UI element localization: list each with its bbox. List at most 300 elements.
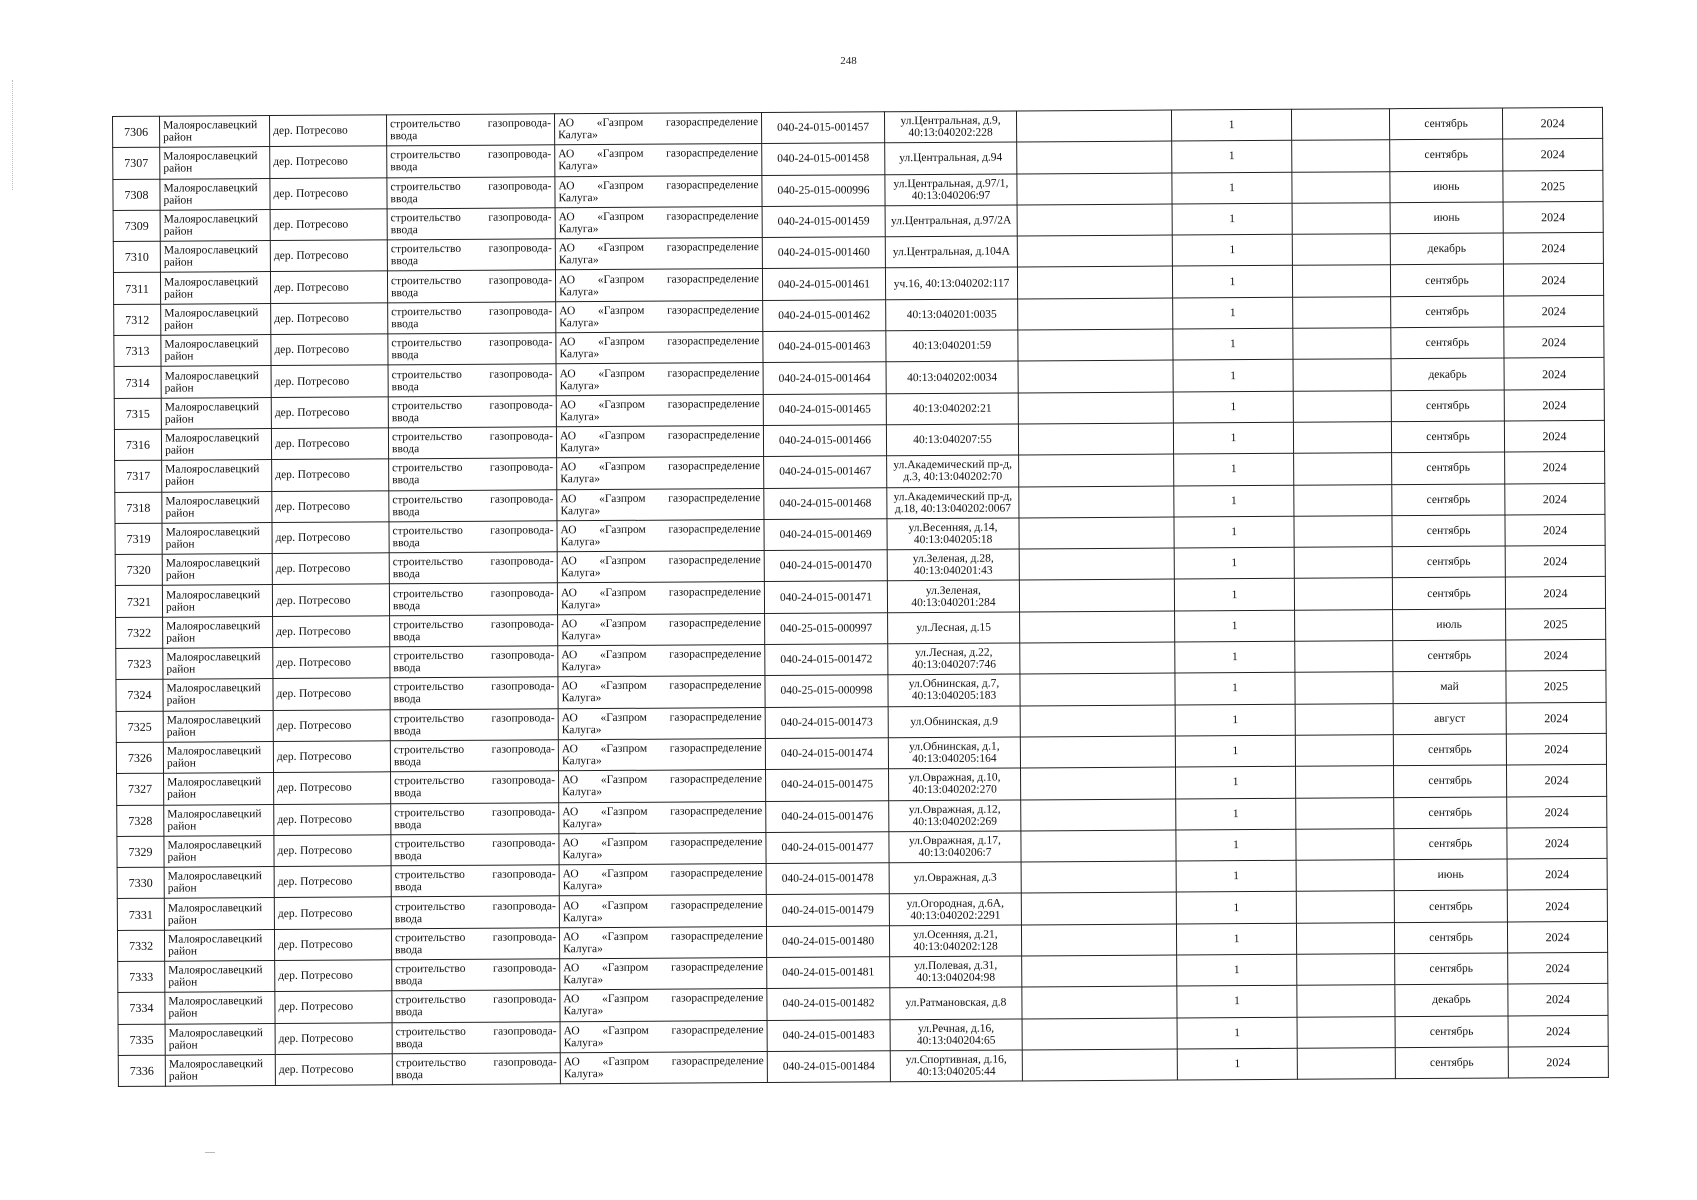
address-cell: ул.Речная, д.16, 40:13:040204:65 (890, 1019, 1022, 1051)
object-code-cell: 040-24-015-001458 (762, 143, 885, 175)
empty-cell (1294, 516, 1392, 548)
empty-cell (1297, 1048, 1395, 1080)
work-type-cell: строительство газопровода-ввода (389, 521, 557, 553)
row-number-cell: 7313 (114, 335, 161, 367)
empty-cell (1021, 767, 1176, 799)
count-cell: 1 (1175, 767, 1295, 799)
object-code-cell: 040-24-015-001470 (764, 550, 887, 582)
settlement-cell: дер. Потресово (270, 115, 387, 147)
work-type-cell: строительство газопровода-ввода (391, 802, 559, 834)
settlement-cell: дер. Потресово (271, 396, 388, 428)
year-cell: 2024 (1505, 514, 1605, 546)
district-cell: Малоярославецкий район (164, 804, 274, 836)
month-cell: сентябрь (1392, 484, 1505, 516)
empty-cell (1020, 736, 1175, 768)
row-number-cell: 7328 (117, 805, 164, 837)
work-type-cell: строительство газопровода-ввода (387, 208, 555, 240)
empty-cell (1022, 955, 1177, 987)
district-cell: Малоярославецкий район (163, 648, 273, 680)
empty-cell (1022, 1049, 1177, 1081)
object-code-cell: 040-24-015-001482 (767, 988, 890, 1020)
month-cell: сентябрь (1393, 765, 1506, 797)
year-cell: 2024 (1507, 890, 1607, 922)
empty-cell (1295, 735, 1393, 767)
address-cell: уч.16, 40:13:040202:117 (885, 267, 1017, 299)
month-cell: сентябрь (1395, 1047, 1508, 1079)
object-code-cell: 040-24-015-001464 (763, 362, 886, 394)
organization-cell: АО «Газпром газораспределение Калуга» (555, 269, 762, 302)
object-code-cell: 040-24-015-001461 (762, 268, 885, 300)
empty-cell (1292, 140, 1390, 172)
district-cell: Малоярославецкий район (163, 741, 273, 773)
organization-cell: АО «Газпром газораспределение Калуга» (557, 488, 764, 521)
month-cell: июнь (1390, 171, 1503, 203)
organization-cell: АО «Газпром газораспределение Калуга» (555, 144, 762, 177)
district-cell: Малоярославецкий район (162, 491, 272, 523)
empty-cell (1294, 578, 1392, 610)
address-cell: ул.Академический пр-д, д.18, 40:13:040202:0067 (887, 487, 1019, 519)
empty-cell (1017, 173, 1172, 205)
empty-cell (1018, 360, 1173, 392)
row-number-cell: 7316 (114, 429, 161, 461)
organization-cell: АО «Газпром газораспределение Калуга» (557, 457, 764, 490)
month-cell: сентябрь (1394, 828, 1507, 860)
work-type-cell: строительство газопровода-ввода (391, 771, 559, 803)
organization-cell: АО «Газпром газораспределение Калуга» (557, 582, 764, 615)
district-cell: Малоярославецкий район (161, 397, 271, 429)
settlement-cell: дер. Потресово (271, 334, 388, 366)
empty-cell (1020, 642, 1175, 674)
work-type-cell: строительство газопровода-ввода (387, 270, 555, 302)
empty-cell (1019, 486, 1174, 518)
empty-cell (1292, 171, 1390, 203)
settlement-cell: дер. Потресово (272, 553, 389, 585)
work-type-cell: строительство газопровода-ввода (391, 865, 559, 897)
empty-cell (1297, 954, 1395, 986)
address-cell: 40:13:040202:0034 (886, 361, 1018, 393)
address-cell: ул.Центральная, д.94 (885, 142, 1017, 174)
empty-cell (1293, 390, 1391, 422)
count-cell: 1 (1171, 109, 1291, 141)
year-cell: 2024 (1508, 984, 1608, 1016)
object-code-cell: 040-24-015-001457 (761, 112, 884, 144)
empty-cell (1293, 328, 1391, 360)
district-cell: Малоярославецкий район (161, 303, 271, 335)
organization-cell: АО «Газпром газораспределение Калуга» (556, 300, 763, 333)
settlement-cell: дер. Потресово (271, 428, 388, 460)
settlement-cell: дер. Потресово (270, 271, 387, 303)
object-code-cell: 040-24-015-001471 (764, 581, 887, 613)
month-cell: сентябрь (1390, 264, 1503, 296)
empty-cell (1018, 423, 1173, 455)
address-cell: ул.Овражная, д.17, 40:13:040206:7 (889, 831, 1021, 863)
object-code-cell: 040-25-015-000998 (765, 675, 888, 707)
year-cell: 2024 (1507, 827, 1607, 859)
work-type-cell: строительство газопровода-ввода (388, 333, 556, 365)
address-cell: ул.Огородная, д.6А, 40:13:040202:2291 (889, 893, 1021, 925)
organization-cell: АО «Газпром газораспределение Калуга» (560, 958, 767, 991)
row-number-cell: 7312 (114, 304, 161, 336)
settlement-cell: дер. Потресово (275, 960, 392, 992)
year-cell: 2024 (1504, 389, 1604, 421)
count-cell: 1 (1173, 297, 1293, 329)
empty-cell (1017, 204, 1172, 236)
object-code-cell: 040-24-015-001479 (766, 894, 889, 926)
district-cell: Малоярославецкий район (160, 178, 270, 210)
month-cell: сентябрь (1392, 577, 1505, 609)
organization-cell: АО «Газпром газораспределение Калуга» (556, 394, 763, 427)
district-cell: Малоярославецкий район (163, 710, 273, 742)
district-cell: Малоярославецкий район (164, 898, 274, 930)
year-cell: 2024 (1503, 264, 1603, 296)
count-cell: 1 (1172, 172, 1292, 204)
work-type-cell: строительство газопровода-ввода (392, 1053, 560, 1085)
district-cell: Малоярославецкий район (160, 209, 270, 241)
organization-cell: АО «Газпром газораспределение Калуга» (558, 738, 765, 771)
empty-cell (1296, 891, 1394, 923)
row-number-cell: 7335 (118, 1024, 165, 1056)
organization-cell: АО «Газпром газораспределение Калуга» (558, 613, 765, 646)
address-cell: 40:13:040201:0035 (886, 299, 1018, 331)
empty-cell (1022, 1018, 1177, 1050)
object-code-cell: 040-24-015-001477 (766, 832, 889, 864)
empty-cell (1295, 672, 1393, 704)
count-cell: 1 (1174, 485, 1294, 517)
organization-cell: АО «Газпром газораспределение Калуга» (555, 175, 762, 208)
district-cell: Малоярославецкий район (165, 992, 275, 1024)
month-cell: сентябрь (1394, 890, 1507, 922)
count-cell: 1 (1175, 673, 1295, 705)
district-cell: Малоярославецкий район (165, 1054, 275, 1086)
count-cell: 1 (1176, 923, 1296, 955)
year-cell: 2024 (1504, 420, 1604, 452)
work-type-cell: строительство газопровода-ввода (391, 928, 559, 960)
row-number-cell: 7307 (113, 148, 160, 180)
empty-cell (1293, 422, 1391, 454)
organization-cell: АО «Газпром газораспределение Калуга» (559, 864, 766, 897)
settlement-cell: дер. Потресово (274, 772, 391, 804)
object-code-cell: 040-24-015-001468 (764, 487, 887, 519)
month-cell: сентябрь (1395, 953, 1508, 985)
empty-cell (1022, 986, 1177, 1018)
object-code-cell: 040-24-015-001466 (763, 425, 886, 457)
empty-cell (1017, 141, 1172, 173)
address-cell: ул.Центральная, д.97/1, 40:13:040206:97 (885, 174, 1017, 206)
object-code-cell: 040-24-015-001465 (763, 393, 886, 425)
organization-cell: АО «Газпром газораспределение Калуга» (559, 801, 766, 834)
address-cell: ул.Центральная, д.97/2А (885, 205, 1017, 237)
settlement-cell: дер. Потресово (275, 1054, 392, 1086)
month-cell: сентябрь (1391, 327, 1504, 359)
object-code-cell: 040-24-015-001459 (762, 206, 885, 238)
address-cell: ул.Зеленая, 40:13:040201:284 (887, 580, 1019, 612)
year-cell: 2024 (1505, 577, 1605, 609)
row-number-cell: 7322 (116, 617, 163, 649)
district-cell: Малоярославецкий район (162, 585, 272, 617)
month-cell: сентябрь (1392, 515, 1505, 547)
settlement-cell: дер. Потресово (270, 177, 387, 209)
month-cell: июнь (1394, 859, 1507, 891)
object-code-cell: 040-24-015-001475 (766, 769, 889, 801)
organization-cell: АО «Газпром газораспределение Калуга» (555, 206, 762, 239)
work-type-cell: строительство газопровода-ввода (392, 1021, 560, 1053)
empty-cell (1294, 484, 1392, 516)
settlement-cell: дер. Потресово (274, 897, 391, 929)
settlement-cell: дер. Потресово (272, 522, 389, 554)
row-number-cell: 7320 (115, 554, 162, 586)
empty-cell (1292, 265, 1390, 297)
organization-cell: АО «Газпром газораспределение Калуга» (559, 895, 766, 928)
work-type-cell: строительство газопровода-ввода (391, 834, 559, 866)
settlement-cell: дер. Потресово (270, 209, 387, 241)
object-code-cell: 040-25-015-000996 (762, 174, 885, 206)
object-code-cell: 040-24-015-001467 (764, 456, 887, 488)
count-cell: 1 (1177, 1048, 1297, 1080)
address-cell: 40:13:040201:59 (886, 330, 1018, 362)
year-cell: 2024 (1506, 765, 1606, 797)
district-cell: Малоярославецкий район (162, 522, 272, 554)
district-cell: Малоярославецкий район (162, 554, 272, 586)
month-cell: сентябрь (1394, 922, 1507, 954)
address-cell: ул.Овражная, д.3 (889, 862, 1021, 894)
district-cell: Малоярославецкий район (163, 616, 273, 648)
work-type-cell: строительство газопровода-ввода (392, 959, 560, 991)
empty-cell (1017, 235, 1172, 267)
count-cell: 1 (1172, 234, 1292, 266)
year-cell: 2024 (1508, 1046, 1608, 1078)
year-cell: 2024 (1503, 233, 1603, 265)
count-cell: 1 (1175, 704, 1295, 736)
count-cell: 1 (1174, 547, 1294, 579)
row-number-cell: 7311 (113, 273, 160, 305)
district-cell: Малоярославецкий район (164, 929, 274, 961)
address-cell: 40:13:040207:55 (886, 424, 1018, 456)
address-cell: ул.Лесная, д.15 (888, 612, 1020, 644)
settlement-cell: дер. Потресово (273, 647, 390, 679)
object-code-cell: 040-24-015-001476 (766, 800, 889, 832)
row-number-cell: 7329 (117, 836, 164, 868)
district-cell: Малоярославецкий район (163, 679, 273, 711)
district-cell: Малоярославецкий район (164, 867, 274, 899)
row-number-cell: 7314 (114, 367, 161, 399)
work-type-cell: строительство газопровода-ввода (387, 145, 555, 177)
empty-cell (1018, 392, 1173, 424)
count-cell: 1 (1175, 641, 1295, 673)
address-cell: ул.Центральная, д.104А (885, 236, 1017, 268)
year-cell: 2024 (1505, 452, 1605, 484)
empty-cell (1297, 1016, 1395, 1048)
district-cell: Малоярославецкий район (164, 835, 274, 867)
work-type-cell: строительство газопровода-ввода (390, 740, 558, 772)
month-cell: май (1393, 671, 1506, 703)
empty-cell (1019, 548, 1174, 580)
settlement-cell: дер. Потресово (275, 991, 392, 1023)
empty-cell (1296, 797, 1394, 829)
count-cell: 1 (1174, 516, 1294, 548)
address-cell: ул.Овражная, д.12, 40:13:040202:269 (889, 799, 1021, 831)
address-cell: ул.Академический пр-д, д.3, 40:13:040202:70 (887, 455, 1019, 487)
row-number-cell: 7309 (113, 210, 160, 242)
empty-cell (1020, 673, 1175, 705)
row-number-cell: 7323 (116, 648, 163, 680)
object-code-cell: 040-24-015-001463 (763, 331, 886, 363)
month-cell: июль (1393, 609, 1506, 641)
district-cell: Малоярославецкий район (160, 241, 270, 273)
year-cell: 2024 (1505, 546, 1605, 578)
count-cell: 1 (1176, 892, 1296, 924)
address-cell: ул.Центральная, д.9, 40:13:040202:228 (884, 111, 1016, 143)
district-cell: Малоярославецкий район (160, 272, 270, 304)
object-code-cell: 040-24-015-001484 (767, 1051, 890, 1083)
empty-cell (1295, 641, 1393, 673)
count-cell: 1 (1176, 860, 1296, 892)
register-body (113, 107, 1609, 1086)
district-cell: Малоярославецкий район (164, 773, 274, 805)
empty-cell (1293, 359, 1391, 391)
scan-dot-mark (205, 1152, 215, 1153)
year-cell: 2024 (1507, 796, 1607, 828)
year-cell: 2024 (1505, 483, 1605, 515)
address-cell: ул.Весенняя, д.14, 40:13:040205:18 (887, 518, 1019, 550)
count-cell: 1 (1175, 610, 1295, 642)
month-cell: сентябрь (1393, 640, 1506, 672)
year-cell: 2024 (1503, 201, 1603, 233)
year-cell: 2024 (1507, 859, 1607, 891)
row-number-cell: 7310 (113, 241, 160, 273)
organization-cell: АО «Газпром газораспределение Калуга» (560, 989, 767, 1022)
year-cell: 2024 (1503, 139, 1603, 171)
work-type-cell: строительство газопровода-ввода (388, 427, 556, 459)
district-cell: Малоярославецкий район (161, 366, 271, 398)
settlement-cell: дер. Потресово (271, 365, 388, 397)
month-cell: сентябрь (1391, 421, 1504, 453)
work-type-cell: строительство газопровода-ввода (388, 364, 556, 396)
year-cell: 2024 (1506, 639, 1606, 671)
empty-cell (1018, 329, 1173, 361)
work-type-cell: строительство газопровода-ввода (390, 708, 558, 740)
settlement-cell: дер. Потресово (272, 490, 389, 522)
row-number-cell: 7308 (113, 179, 160, 211)
settlement-cell: дер. Потресово (275, 1022, 392, 1054)
settlement-cell: дер. Потресово (272, 584, 389, 616)
count-cell: 1 (1173, 422, 1293, 454)
row-number-cell: 7333 (118, 961, 165, 993)
year-cell: 2025 (1506, 671, 1606, 703)
count-cell: 1 (1172, 141, 1292, 173)
settlement-cell: дер. Потресово (273, 741, 390, 773)
row-number-cell: 7317 (115, 460, 162, 492)
row-number-cell: 7325 (116, 711, 163, 743)
count-cell: 1 (1177, 986, 1297, 1018)
organization-cell: АО «Газпром газораспределение Калуга» (559, 832, 766, 865)
year-cell: 2024 (1504, 295, 1604, 327)
empty-cell (1291, 109, 1389, 141)
count-cell: 1 (1177, 954, 1297, 986)
count-cell: 1 (1173, 391, 1293, 423)
address-cell: ул.Полевая, д.31, 40:13:040204:98 (890, 956, 1022, 988)
work-type-cell: строительство газопровода-ввода (389, 458, 557, 490)
object-code-cell: 040-24-015-001474 (765, 738, 888, 770)
count-cell: 1 (1174, 579, 1294, 611)
object-code-cell: 040-24-015-001480 (766, 925, 889, 957)
empty-cell (1020, 705, 1175, 737)
count-cell: 1 (1176, 829, 1296, 861)
year-cell: 2024 (1504, 326, 1604, 358)
address-cell: ул.Обнинская, д.7, 40:13:040205:183 (888, 674, 1020, 706)
empty-cell (1021, 892, 1176, 924)
row-number-cell: 7334 (118, 993, 165, 1025)
object-code-cell: 040-24-015-001478 (766, 863, 889, 895)
month-cell: июнь (1390, 202, 1503, 234)
empty-cell (1294, 453, 1392, 485)
count-cell: 1 (1173, 328, 1293, 360)
work-type-cell: строительство газопровода-ввода (389, 489, 557, 521)
empty-cell (1296, 922, 1394, 954)
month-cell: декабрь (1391, 358, 1504, 390)
organization-cell: АО «Газпром газораспределение Калуга» (559, 770, 766, 803)
empty-cell (1021, 861, 1176, 893)
settlement-cell: дер. Потресово (274, 929, 391, 961)
row-number-cell: 7318 (115, 492, 162, 524)
empty-cell (1021, 799, 1176, 831)
count-cell: 1 (1175, 735, 1295, 767)
year-cell: 2024 (1506, 733, 1606, 765)
month-cell: сентябрь (1392, 452, 1505, 484)
organization-cell: АО «Газпром газораспределение Калуга» (554, 113, 761, 146)
count-cell: 1 (1173, 360, 1293, 392)
address-cell: ул.Обнинская, д.9 (888, 706, 1020, 738)
work-type-cell: строительство газопровода-ввода (387, 176, 555, 208)
count-cell: 1 (1177, 1017, 1297, 1049)
month-cell: сентябрь (1395, 1016, 1508, 1048)
work-type-cell: строительство газопровода-ввода (387, 239, 555, 271)
organization-cell: АО «Газпром газораспределение Калуга» (558, 707, 765, 740)
organization-cell: АО «Газпром газораспределение Калуга» (556, 425, 763, 458)
year-cell: 2024 (1504, 358, 1604, 390)
settlement-cell: дер. Потресово (274, 835, 391, 867)
month-cell: декабрь (1390, 233, 1503, 265)
object-code-cell: 040-25-015-000997 (765, 613, 888, 645)
count-cell: 1 (1172, 266, 1292, 298)
row-number-cell: 7321 (115, 586, 162, 618)
month-cell: декабрь (1395, 984, 1508, 1016)
year-cell: 2024 (1502, 107, 1602, 139)
empty-cell (1295, 766, 1393, 798)
count-cell: 1 (1174, 454, 1294, 486)
district-cell: Малоярославецкий район (161, 429, 271, 461)
month-cell: сентябрь (1391, 296, 1504, 328)
address-cell: ул.Овражная, д.10, 40:13:040202:270 (889, 768, 1021, 800)
month-cell: сентябрь (1389, 108, 1502, 140)
year-cell: 2024 (1507, 921, 1607, 953)
empty-cell (1021, 830, 1176, 862)
district-cell: Малоярославецкий район (165, 961, 275, 993)
year-cell: 2025 (1506, 608, 1606, 640)
settlement-cell: дер. Потресово (273, 678, 390, 710)
district-cell: Малоярославецкий район (160, 147, 270, 179)
organization-cell: АО «Газпром газораспределение Калуга» (555, 238, 762, 271)
settlement-cell: дер. Потресово (270, 240, 387, 272)
empty-cell (1297, 985, 1395, 1017)
row-number-cell: 7331 (117, 899, 164, 931)
work-type-cell: строительство газопровода-ввода (386, 114, 554, 146)
organization-cell: АО «Газпром газораспределение Калуга» (556, 363, 763, 396)
year-cell: 2024 (1508, 1015, 1608, 1047)
district-cell: Малоярославецкий район (161, 335, 271, 367)
month-cell: сентябрь (1391, 390, 1504, 422)
object-code-cell: 040-24-015-001483 (767, 1019, 890, 1051)
work-type-cell: строительство газопровода-ввода (389, 583, 557, 615)
